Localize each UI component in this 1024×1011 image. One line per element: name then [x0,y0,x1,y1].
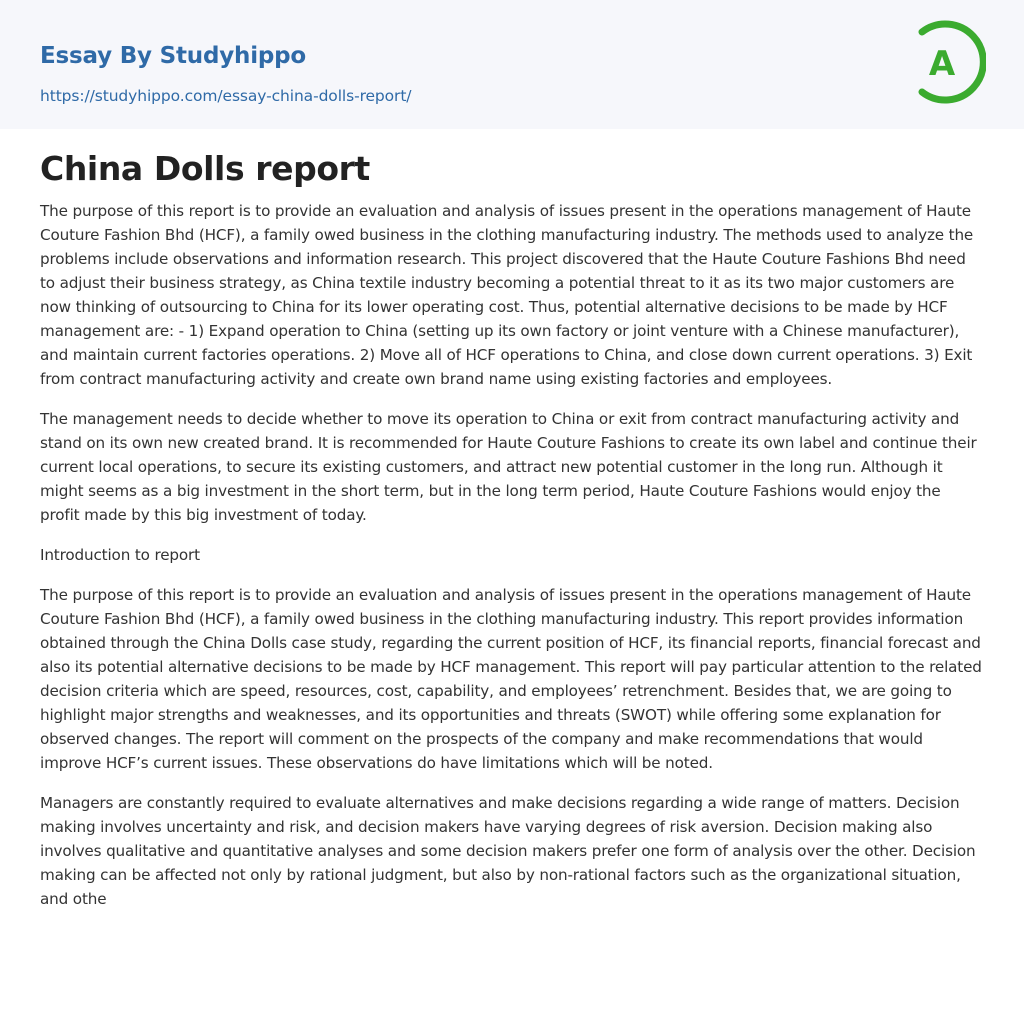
logo-letter: A [928,44,956,84]
article-url-link[interactable]: https://studyhippo.com/essay-china-dolls-report/ [40,87,412,105]
paragraph-decision-making: Managers are constantly required to evaluate alternatives and make decisions regarding a wide range of matters. Decision making involves uncertainty and risk, and decision makers have varying degrees of risk aversion. Decision making also involves qualitative and quantitative analyses and some decision makers prefer one form of analysis over the other. Decision making can be affected not only by rational judgment, but also by non-rational factors such as the organizational situation, and othe [40,794,976,908]
article-body [0,149,1024,911]
article-title: China Dolls report [40,149,370,188]
site-header [0,0,1024,129]
paragraph-summary: The purpose of this report is to provide an evaluation and analysis of issues present in the operations management of Haute Couture Fashion Bhd (HCF), a family owed business in the clothing manufacturing industry. The methods used to analyze the problems include observations and information research. This project discovered that the Haute Couture Fashions Bhd need to adjust their business strategy, as China textile industry becoming a potential threat to it as its two major customers are now thinking of outsourcing to China for its lower operating cost. Thus, potential alternative decisions to be made by HCF management are: - 1) Expand operation to China (setting up its own factory or joint venture with a Chinese manufacturer), and maintain current factories operations. 2) Move all of HCF operations to China, and close down current operations. 3) Exit from contract manufacturing activity and create own brand name using existing factories and employees. [40,202,974,388]
section-heading-introduction: Introduction to report [40,546,200,564]
paragraph-recommendation: The management needs to decide whether to move its operation to China or exit from contract manufacturing activity and stand on its own new created brand. It is recommended for Haute Couture Fashions to create its own label and continue their current local operations, to secure its existing customers, and attract new potential customer in the long run. Although it might seems as a big investment in the short term, but in the long term period, Haute Couture Fashions would enjoy the profit made by this big investment of today. [40,410,977,524]
studyhippo-logo-icon[interactable] [914,18,986,106]
paragraph-introduction: The purpose of this report is to provide an evaluation and analysis of issues present in the operations management of Haute Couture Fashion Bhd (HCF), a family owed business in the clothing manufacturing industry. This report provides information obtained through the China Dolls case study, regarding the current position of HCF, its financial reports, financial forecast and also its potential alternative decisions to be made by HCF management. This report will pay particular attention to the related decision criteria which are speed, resources, cost, capability, and employees’ retrenchment. Besides that, we are going to highlight major strengths and weaknesses, and its opportunities and threats (SWOT) while offering some explanation for observed changes. The report will comment on the prospects of the company and make recommendations that would improve HCF’s current issues. These observations do have limitations which will be noted. [40,586,982,772]
site-brand[interactable]: Essay By Studyhippo [40,43,307,69]
